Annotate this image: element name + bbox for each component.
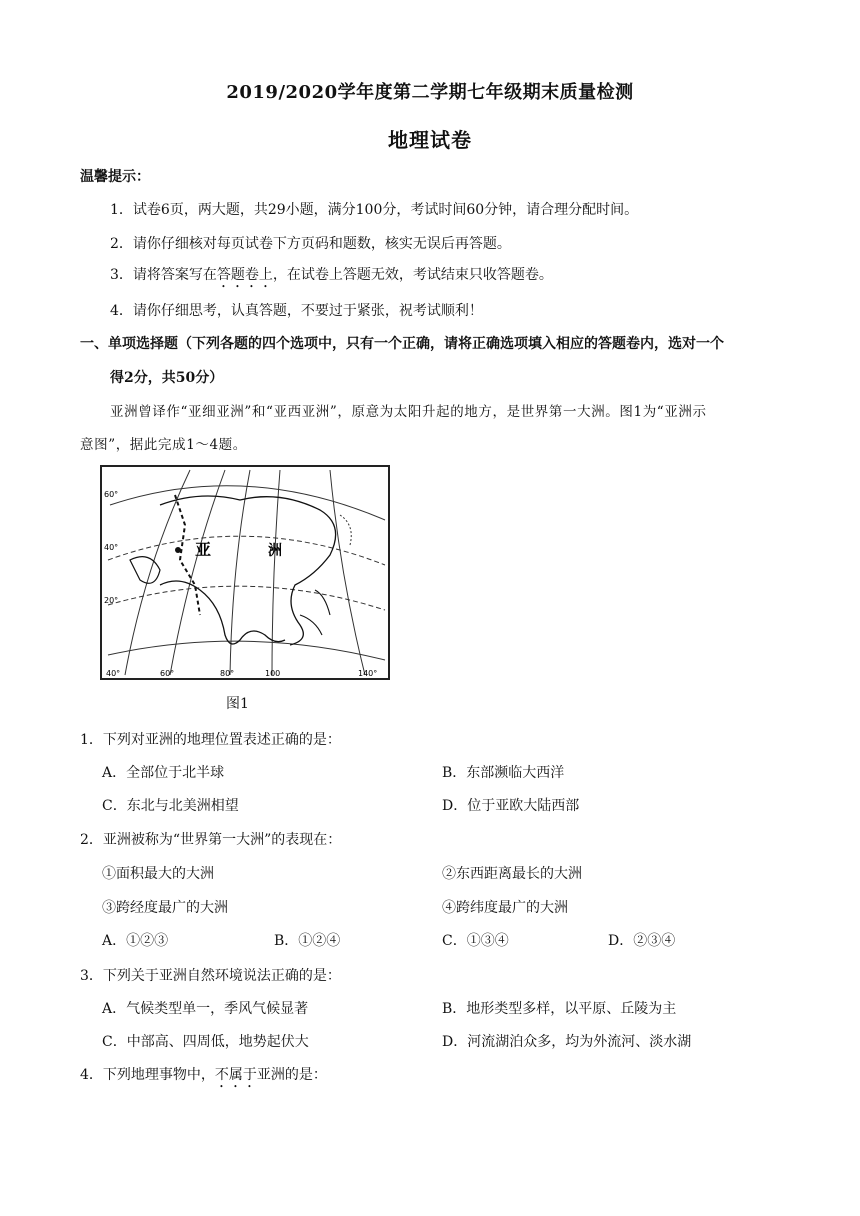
q2-option-c: C．①③④ bbox=[442, 933, 509, 949]
lon-label-60: 60° bbox=[160, 669, 175, 678]
tips-heading: 温馨提示： bbox=[80, 169, 150, 185]
exam-subject: 地理试卷 bbox=[388, 128, 472, 152]
q4-stem-before: 4．下列地理事物中， bbox=[80, 1067, 215, 1083]
question-3-stem: 3．下列关于亚洲自然环境说法正确的是： bbox=[80, 968, 341, 984]
map-label-left: 亚 bbox=[195, 540, 212, 559]
intro-line-2: 意图”，据此完成1～4题。 bbox=[80, 437, 247, 453]
q3-option-d: D．河流湖泊众多，均为外流河、淡水湖 bbox=[442, 1034, 692, 1050]
tip-item-1: 1．试卷6页，两大题，共29小题，满分100分，考试时间60分钟，请合理分配时间。 bbox=[110, 202, 639, 218]
tip-item-3-before: 3．请将答案写在 bbox=[110, 267, 217, 283]
q4-stem-after: 亚洲的是： bbox=[256, 1067, 327, 1083]
q2-statement-2: ②东西距离最长的大洲 bbox=[442, 866, 582, 882]
q1-option-a: A．全部位于北半球 bbox=[102, 765, 225, 781]
question-4-stem bbox=[80, 1064, 327, 1091]
q3-option-c: C．中部高、四周低，地势起伏大 bbox=[102, 1034, 309, 1050]
asia-map-figure bbox=[100, 465, 390, 680]
q3-option-b: B．地形类型多样，以平原、丘陵为主 bbox=[442, 1001, 677, 1017]
intro-line-1: 亚洲曾译作“亚细亚洲”和“亚西亚洲”，原意为太阳升起的地方，是世界第一大洲。图1为“亚洲示 bbox=[110, 404, 707, 420]
q2-statement-3: ③跨经度最广的大洲 bbox=[102, 900, 228, 916]
q1-option-b: B．东部濒临大西洋 bbox=[442, 765, 565, 781]
lon-label-100: 100 bbox=[265, 669, 281, 678]
q2-option-b: B．①②④ bbox=[274, 933, 341, 949]
q2-option-d: D．②③④ bbox=[608, 933, 676, 949]
lon-label-80: 80° bbox=[220, 669, 235, 678]
tip-item-3-after: ，在试卷上答题无效，考试结束只收答题卷。 bbox=[272, 267, 553, 283]
section-heading-line-1: 一、单项选择题（下列各题的四个选项中，只有一个正确，请将正确选项填入相应的答题卷内，选对一个 bbox=[80, 336, 724, 352]
q3-option-a: A．气候类型单一，季风气候显著 bbox=[102, 1001, 309, 1017]
section-heading-line-2: 得2分，共50分） bbox=[110, 370, 224, 386]
figure-caption: 图1 bbox=[226, 696, 249, 712]
lat-label-60: 60° bbox=[104, 490, 119, 499]
map-label-right: 洲 bbox=[268, 543, 282, 559]
lat-label-20: 20° bbox=[104, 596, 119, 605]
tip-item-4: 4．请你仔细思考，认真答题，不要过于紧张，祝考试顺利！ bbox=[110, 303, 483, 319]
q2-option-a: A．①②③ bbox=[102, 933, 169, 949]
q1-option-c: C．东北与北美洲相望 bbox=[102, 798, 239, 814]
exam-title: 2019/2020学年度第二学期七年级期末质量检测 bbox=[226, 82, 634, 103]
tip-item-3-emphasis: 答题卷上 bbox=[216, 267, 273, 283]
question-1-stem: 1．下列对亚洲的地理位置表述正确的是： bbox=[80, 732, 341, 748]
lon-label-40: 40° bbox=[106, 669, 121, 678]
tip-item-2: 2．请你仔细核对每页试卷下方页码和题数，核实无误后再答题。 bbox=[110, 236, 511, 252]
q4-stem-emphasis: 不属于 bbox=[214, 1067, 257, 1083]
lat-label-40: 40° bbox=[104, 543, 119, 552]
lon-label-140: 140° bbox=[358, 669, 378, 678]
question-2-stem: 2．亚洲被称为“世界第一大洲”的表现在： bbox=[80, 832, 342, 848]
q2-statement-1: ①面积最大的大洲 bbox=[102, 866, 214, 882]
tip-item-3 bbox=[110, 264, 553, 291]
q2-statement-4: ④跨纬度最广的大洲 bbox=[442, 900, 568, 916]
q1-option-d: D．位于亚欧大陆西部 bbox=[442, 798, 580, 814]
